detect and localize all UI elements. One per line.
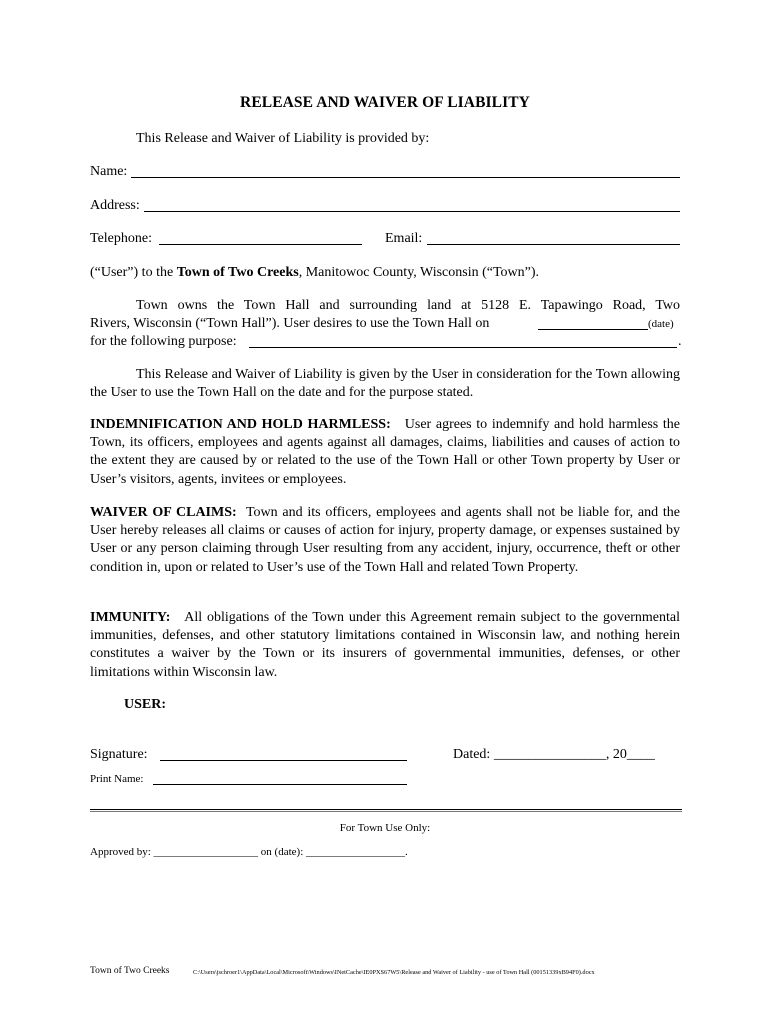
- intro-text: This Release and Waiver of Liability is provided by:: [136, 131, 430, 146]
- signature-field[interactable]: [160, 760, 407, 761]
- footer-file-path: C:\Users\jschroer1\AppData\Local\Microsoft\Windows\INetCache\IE0PXS67W5\Release and Waiver of Liability - use of Town Hall (00151339xB94F0).docx: [193, 969, 595, 976]
- indemnification-heading: INDEMNIFICATION AND HOLD HARMLESS:: [90, 417, 391, 432]
- dated-field[interactable]: Dated: ________________, 20____: [453, 747, 655, 762]
- town-owns-line1: Town owns the Town Hall and surrounding land at 5128 E. Tapawingo Road, Two: [136, 298, 680, 313]
- footer-town-name: Town of Two Creeks: [90, 966, 170, 976]
- signature-label: Signature:: [90, 747, 148, 762]
- address-field[interactable]: [144, 211, 680, 212]
- address-label: Address:: [90, 198, 140, 213]
- town-name: Town of Two Creeks: [176, 265, 299, 280]
- email-field[interactable]: [427, 244, 680, 245]
- indemnification-section: [90, 416, 680, 489]
- name-field[interactable]: [131, 177, 680, 178]
- user-definition-part2: , Manitowoc County, Wisconsin (“Town”).: [298, 265, 540, 280]
- print-name-label: Print Name:: [90, 773, 144, 785]
- town-use-heading: For Town Use Only:: [339, 822, 431, 834]
- document-title: RELEASE AND WAIVER OF LIABILITY: [240, 94, 530, 111]
- purpose-end-period: .: [678, 334, 682, 349]
- waiver-heading: WAIVER OF CLAIMS:: [90, 505, 237, 520]
- email-label: Email:: [385, 231, 423, 246]
- waiver-body: Town and its officers, employees and agents shall not be liable for, and the User hereby releases all claims or causes of action for injury, property damage, or expenses sustained by User or any person claiming through User resulting from any accident, injury, occurrence, theft or other condition in, upon or related to User’s use of the Town Hall and related Town Property.: [90, 505, 681, 575]
- town-owns-line2: Rivers, Wisconsin (“Town Hall”). User desires to use the Town Hall on: [90, 316, 490, 331]
- section-divider: [90, 809, 682, 812]
- purpose-label: for the following purpose:: [90, 334, 237, 349]
- date-field[interactable]: [538, 329, 648, 330]
- immunity-heading: IMMUNITY:: [90, 610, 171, 625]
- user-definition-part1: (“User”) to the: [90, 265, 177, 280]
- print-name-field[interactable]: [153, 784, 407, 785]
- name-label: Name:: [90, 164, 128, 179]
- indemnification-body: User agrees to indemnify and hold harmless the Town, its officers, employees and agents against all damages, claims, liabilities and causes of action to the extent they are caused by or related to the use of the Town Hall or other Town property by User or User’s visitors, agents, invitees or employees.: [90, 417, 681, 487]
- purpose-field[interactable]: [249, 347, 677, 348]
- telephone-field[interactable]: [159, 244, 362, 245]
- approved-by-line[interactable]: Approved by: ___________________ on (date): __________________.: [90, 846, 408, 858]
- date-hint: (date): [648, 318, 674, 330]
- user-definition: [90, 264, 539, 282]
- user-heading: USER:: [124, 697, 167, 712]
- consideration-paragraph: This Release and Waiver of Liability is given by the User in consideration for the Town allowing the User to use the Town Hall on the date and for the purpose stated.: [90, 367, 680, 401]
- immunity-section: [90, 609, 680, 682]
- waiver-section: [90, 504, 680, 577]
- telephone-label: Telephone:: [90, 231, 152, 246]
- immunity-body: All obligations of the Town under this Agreement remain subject to the governmental immunities, defenses, and other statutory limitations contained in Wisconsin law, and nothing herein constitutes a waiver by the Town or its insurers of governmental immunities, defenses, or other limitations within Wisconsin law.: [90, 610, 680, 680]
